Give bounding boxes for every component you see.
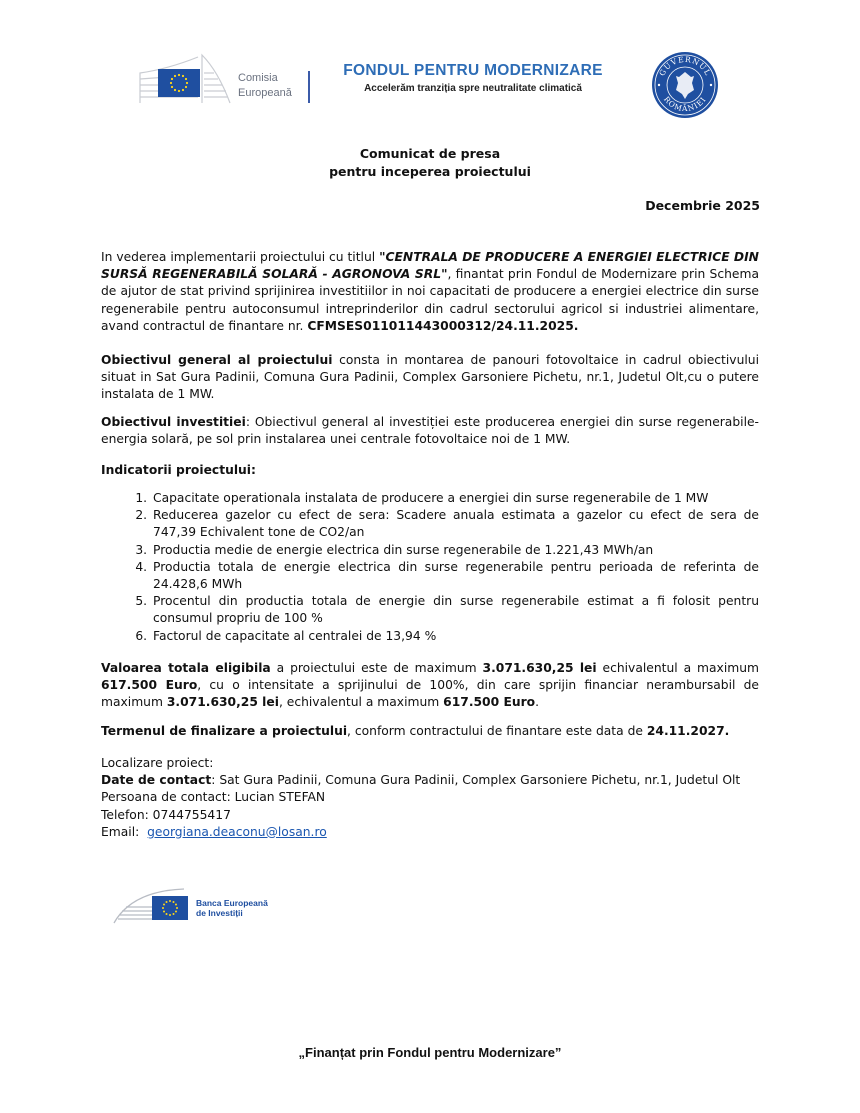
- amount-lei: 3.071.630,25 lei: [482, 661, 597, 675]
- title-line-2: pentru inceperea proiectului: [329, 164, 531, 179]
- contact-address: Date de contact: Sat Gura Padinii, Comuna Gura Padinii, Complex Garsoniere Pichetu, nr.1, Judetul Olt: [101, 773, 741, 788]
- investment-objective-label: Obiectivul investitiei: [101, 415, 246, 429]
- list-item: 1. Capacitate operationala instalata de producere a energiei din surse regenerabile de 1 MW: [151, 490, 759, 507]
- contact-email: Email: georgiana.deaconu@losan.ro: [101, 824, 327, 839]
- contact-phone: Telefon: 0744755417: [101, 807, 231, 822]
- investment-objective-paragraph: Obiectivul investitiei: Obiectivul general al investiției este producerea energiei din surse regenerabile-energia solară, pe sol prin instalarea unei centrale fotovoltaice noi de 1 MW.: [101, 415, 759, 447]
- header-logos: [138, 50, 728, 120]
- modernization-fund-logo: [328, 62, 618, 94]
- fund-subtitle: Accelerăm tranziția spre neutralitate climatică: [364, 83, 582, 94]
- eu-flag-icon: [158, 69, 200, 97]
- deadline-paragraph: Termenul de finalizare a proiectului, conform contractului de finantare este data de 24.11.2027.: [101, 724, 730, 738]
- list-item: 5. Procentul din productia totala de energie din surse regenerabile estimat a fi folosit pentru consumul propriu de 100 %: [151, 593, 759, 627]
- contact-block: [101, 755, 740, 841]
- amount-eur: 617.500 Euro: [101, 678, 198, 693]
- general-objective-paragraph: Obiectivul general al proiectului consta in montarea de panouri fotovoltaice in cadrul obiectivului situat in Sat Gura Padinii, Comuna Gura Padinii, Complex Garsoniere Pichetu, nr.1, Judetul Olt,cu o putere instalata de 1 MW.: [101, 353, 759, 402]
- general-objective-label: Obiectivul general al proiectului: [101, 353, 333, 367]
- european-commission-logo: [138, 53, 313, 109]
- release-date: Decembrie 2025: [645, 198, 760, 213]
- amount-eur-2: 617.500 Euro: [443, 695, 536, 710]
- list-item: 2. Reducerea gazelor cu efect de sera: Scadere anuala estimata a gazelor cu efect de sera de 747,39 Echivalent tone de CO2/an: [151, 507, 759, 541]
- project-title: "CENTRALA DE PRODUCERE A ENERGIEI ELECTRICE DIN SURSĂ REGENERABILĂ SOLARĂ - AGRONOVA SRL": [101, 250, 759, 282]
- svg-text:ROMÂNIEI: ROMÂNIEI: [661, 94, 709, 114]
- amount-lei-2: 3.071.630,25 lei: [166, 695, 279, 710]
- title-line-1: Comunicat de presa: [359, 146, 501, 161]
- romanian-government-seal-icon: [650, 50, 720, 120]
- list-item: 4. Productia totala de energie electrica din surse regenerabile pentru perioada de referinta de 24.428,6 MWh: [151, 559, 759, 593]
- deadline-date: 24.11.2027.: [646, 724, 730, 738]
- eib-logo: [112, 885, 282, 925]
- page-title: [0, 145, 860, 181]
- eu-flag-icon: [152, 896, 188, 920]
- contact-person: Persoana de contact: Lucian STEFAN: [101, 790, 326, 805]
- list-item: 3. Productia medie de energie electrica din surse regenerabile de 1.221,43 MWh/an: [151, 542, 759, 559]
- email-link[interactable]: georgiana.deaconu@losan.ro: [147, 824, 327, 839]
- intro-paragraph: In vederea implementarii proiectului cu titlul "CENTRALA DE PRODUCERE A ENERGIEI ELECTRICE DIN SURSĂ REGENERABILĂ SOLARĂ - AGRONOVA SRL", finantat prin Fondul de Modernizare prin Schema de ajutor de stat privind sprijinirea investitiilor in noi capacitati de producere a energiei electrice din surse regenerabile pentru autoconsumul intreprinderilor din cadrul sectorului agricol si industriei alimentare, avand contractul de finantare nr. CFMSES011011443000312/24.11.2025.: [101, 250, 759, 333]
- list-item: 6. Factorul de capacitate al centralei de 13,94 %: [151, 628, 759, 645]
- contract-number: CFMSES011011443000312/24.11.2025.: [307, 318, 579, 333]
- funding-footer: „Finanțat prin Fondul pentru Modernizare”: [298, 1045, 562, 1060]
- indicators-heading: Indicatorii proiectului:: [101, 463, 256, 477]
- indicators-list: [101, 490, 759, 645]
- eligible-value-paragraph: Valoarea totala eligibila a proiectului este de maximum 3.071.630,25 lei echivalentul a maximum 617.500 Euro, cu o intensitate a sprijinului de 100%, din care sprijin financiar nerambursabil de maximum 3.071.630,25 lei, echivalentul a maximum 617.500 Euro.: [101, 661, 759, 710]
- logo-separator: [308, 71, 310, 103]
- fund-title: FONDUL PENTRU MODERNIZARE: [343, 62, 603, 79]
- svg-text:GUVERNUL: GUVERNUL: [657, 54, 713, 78]
- ec-logo-text: Comisia Europeană: [238, 72, 292, 99]
- eib-logo-text: Banca Europeană de Investiții: [196, 898, 268, 918]
- location-label: Localizare proiect:: [101, 756, 214, 770]
